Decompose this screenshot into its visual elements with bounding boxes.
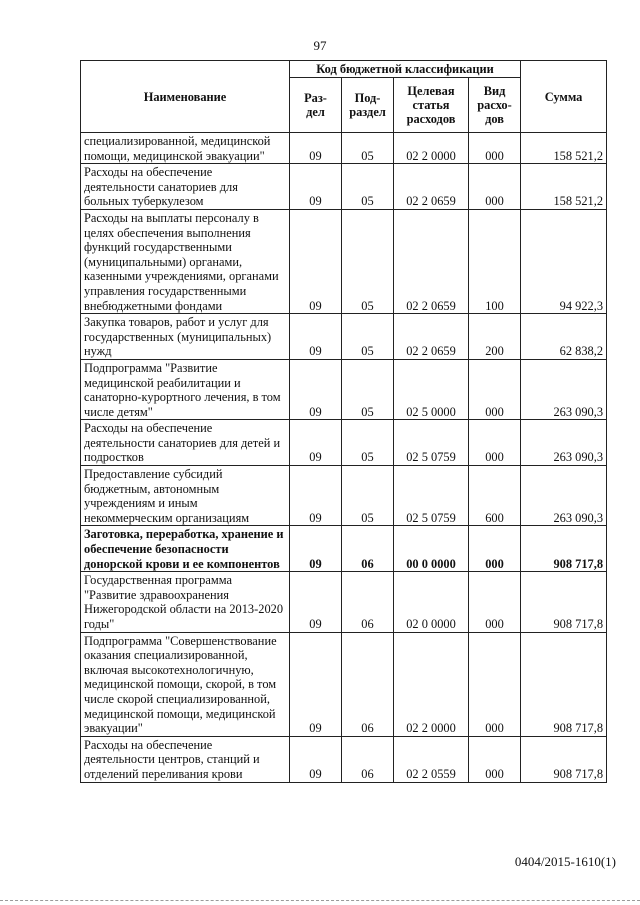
row-amount: 158 521,2 — [521, 164, 607, 210]
row-expense-type: 000 — [469, 420, 521, 466]
row-target-article: 02 5 0759 — [394, 466, 469, 526]
row-subsection: 06 — [342, 736, 394, 782]
row-name: Предоставление субсидий бюджетным, автономным учреждениям и иным некоммерческим организациям — [81, 466, 290, 526]
row-subsection: 05 — [342, 209, 394, 313]
row-name: Подпрограмма "Совершенствование оказания специализированной, включая высокотехнологичную, медицинской помощи, скорой, в том числе скорой специализированной, медицинской помощи, медицинской эвакуации" — [81, 632, 290, 736]
row-target-article: 02 2 0000 — [394, 133, 469, 164]
table-row — [81, 736, 607, 782]
row-name: Закупка товаров, работ и услуг для государственных (муниципальных) нужд — [81, 314, 290, 360]
row-subsection: 06 — [342, 632, 394, 736]
row-target-article: 02 5 0000 — [394, 359, 469, 419]
row-expense-type: 600 — [469, 466, 521, 526]
row-target-article: 02 5 0759 — [394, 420, 469, 466]
row-subsection: 05 — [342, 359, 394, 419]
document-code: 0404/2015-1610(1) — [514, 854, 616, 869]
row-amount: 263 090,3 — [521, 359, 607, 419]
row-name: Подпрограмма "Развитие медицинской реабилитации и санаторно-курортного лечения, в том числе детям" — [81, 359, 290, 419]
row-section: 09 — [290, 526, 342, 572]
row-section: 09 — [290, 164, 342, 210]
row-subsection: 05 — [342, 133, 394, 164]
page-bottom-rule — [0, 900, 640, 901]
budget-table — [80, 60, 607, 783]
header-section: Раз- дел — [290, 77, 342, 132]
row-section: 09 — [290, 466, 342, 526]
row-expense-type: 000 — [469, 164, 521, 210]
row-subsection: 05 — [342, 420, 394, 466]
row-expense-type: 000 — [469, 359, 521, 419]
row-name: специализированной, медицинской помощи, медицинской эвакуации" — [81, 133, 290, 164]
row-section: 09 — [290, 420, 342, 466]
row-name: Заготовка, переработка, хранение и обеспечение безопасности донорской крови и ее компонентов — [81, 526, 290, 572]
row-expense-type: 100 — [469, 209, 521, 313]
row-subsection: 05 — [342, 466, 394, 526]
row-expense-type: 000 — [469, 736, 521, 782]
table-row — [81, 526, 607, 572]
row-expense-type: 000 — [469, 526, 521, 572]
table-row — [81, 572, 607, 632]
row-amount: 908 717,8 — [521, 632, 607, 736]
row-name: Расходы на выплаты персоналу в целях обеспечения выполнения функций государственными (муниципальными) органами, казенными учреждениями, органами управления государственными внебюджетными фондами — [81, 209, 290, 313]
row-name: Расходы на обеспечение деятельности санаториев для больных туберкулезом — [81, 164, 290, 210]
table-row — [81, 632, 607, 736]
row-section: 09 — [290, 736, 342, 782]
row-amount: 908 717,8 — [521, 736, 607, 782]
row-amount: 908 717,8 — [521, 526, 607, 572]
row-section: 09 — [290, 133, 342, 164]
header-name: Наименование — [81, 61, 290, 133]
row-target-article: 00 0 0000 — [394, 526, 469, 572]
row-target-article: 02 2 0000 — [394, 632, 469, 736]
page-number: 97 — [313, 38, 327, 53]
table-row — [81, 209, 607, 313]
header-expense-type: Вид расхо- дов — [469, 77, 521, 132]
row-section: 09 — [290, 314, 342, 360]
row-amount: 94 922,3 — [521, 209, 607, 313]
row-subsection: 06 — [342, 526, 394, 572]
row-section: 09 — [290, 359, 342, 419]
row-subsection: 05 — [342, 314, 394, 360]
table-row — [81, 466, 607, 526]
row-name: Государственная программа "Развитие здравоохранения Нижегородской области на 2013-2020 годы" — [81, 572, 290, 632]
row-amount: 908 717,8 — [521, 572, 607, 632]
table-row — [81, 420, 607, 466]
table-row — [81, 133, 607, 164]
row-amount: 263 090,3 — [521, 420, 607, 466]
header-amount: Сумма — [521, 61, 607, 133]
row-target-article: 02 2 0659 — [394, 209, 469, 313]
row-name: Расходы на обеспечение деятельности санаториев для детей и подростков — [81, 420, 290, 466]
row-section: 09 — [290, 209, 342, 313]
row-expense-type: 000 — [469, 572, 521, 632]
header-subsection: Под- раздел — [342, 77, 394, 132]
row-subsection: 05 — [342, 164, 394, 210]
row-target-article: 02 0 0000 — [394, 572, 469, 632]
row-expense-type: 000 — [469, 133, 521, 164]
row-target-article: 02 2 0559 — [394, 736, 469, 782]
row-target-article: 02 2 0659 — [394, 314, 469, 360]
row-amount: 263 090,3 — [521, 466, 607, 526]
table-row — [81, 359, 607, 419]
row-section: 09 — [290, 632, 342, 736]
row-amount: 158 521,2 — [521, 133, 607, 164]
table-row — [81, 314, 607, 360]
row-subsection: 06 — [342, 572, 394, 632]
header-target-article: Целевая статья расходов — [394, 77, 469, 132]
row-expense-type: 000 — [469, 632, 521, 736]
table-row — [81, 164, 607, 210]
row-section: 09 — [290, 572, 342, 632]
row-name: Расходы на обеспечение деятельности центров, станций и отделений переливания крови — [81, 736, 290, 782]
header-code-group: Код бюджетной классификации — [290, 61, 521, 78]
row-target-article: 02 2 0659 — [394, 164, 469, 210]
row-expense-type: 200 — [469, 314, 521, 360]
row-amount: 62 838,2 — [521, 314, 607, 360]
